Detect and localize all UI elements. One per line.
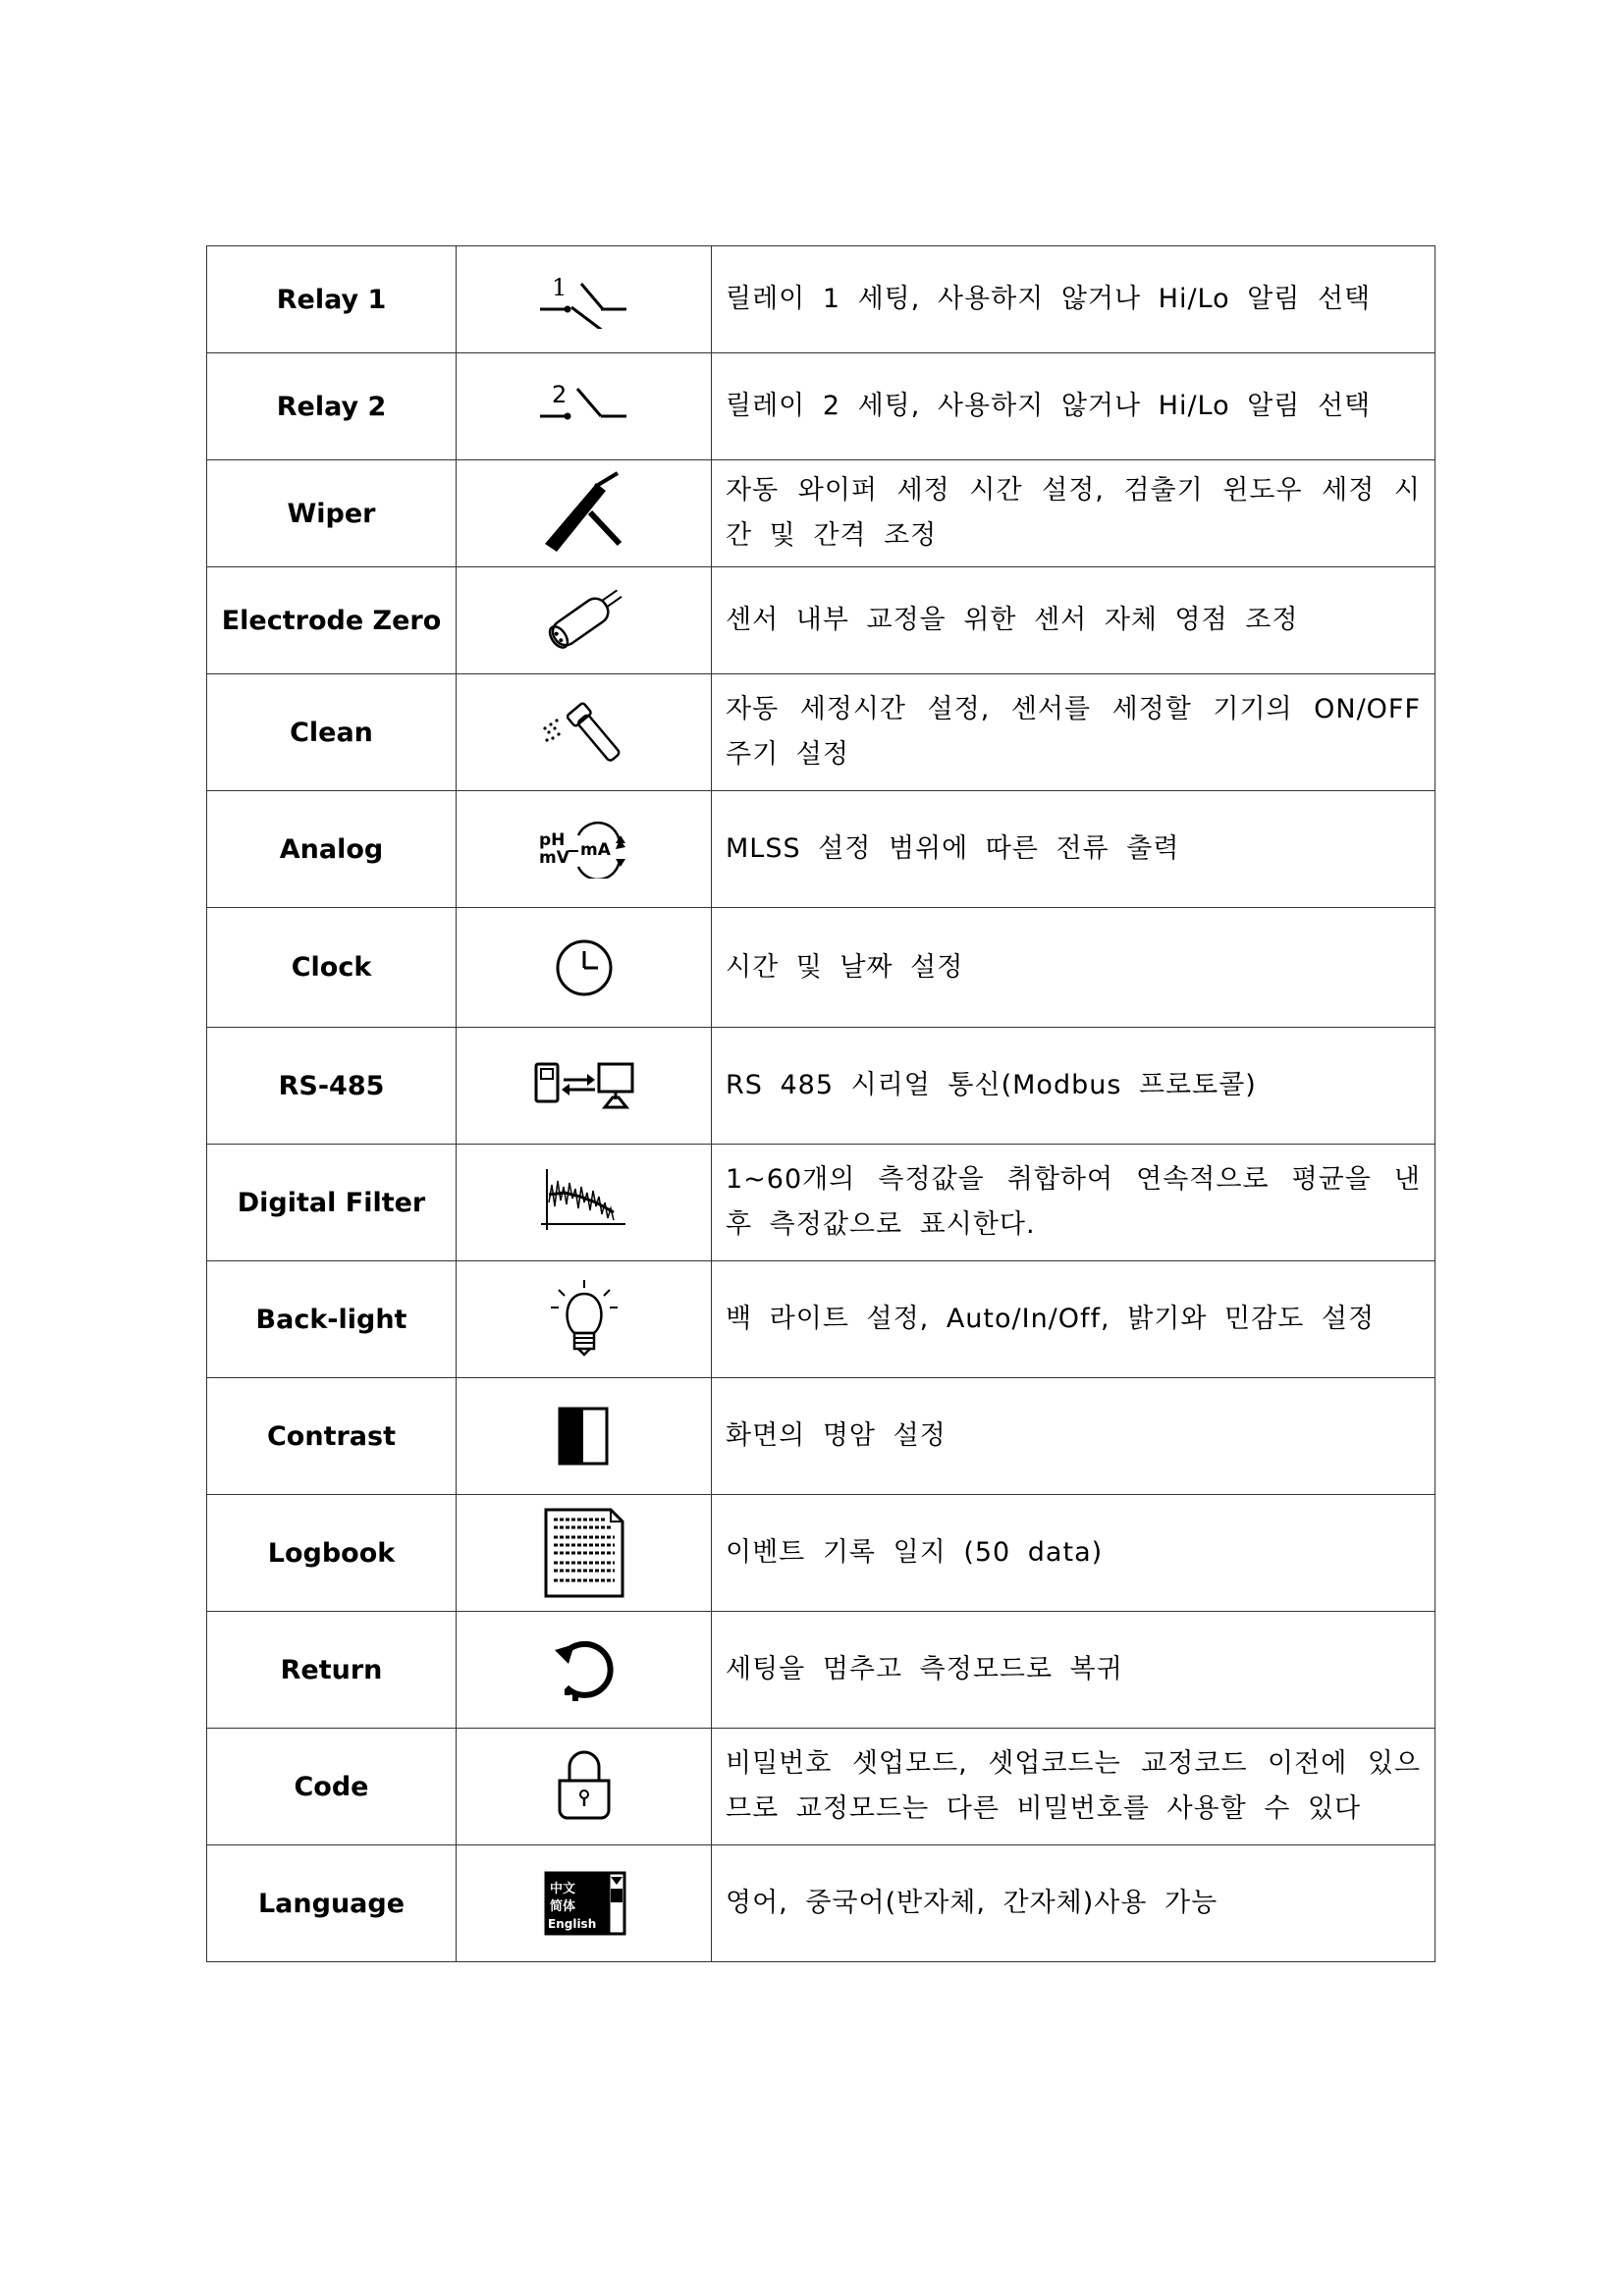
table-row	[207, 567, 1435, 674]
setting-name: Contrast	[207, 1378, 457, 1495]
setting-name: Digital Filter	[207, 1145, 457, 1261]
table-row	[207, 1495, 1435, 1612]
return-icon	[457, 1612, 712, 1729]
setting-description: 영어, 중국어(반자체, 간자체)사용 가능	[712, 1845, 1435, 1962]
table-row	[207, 353, 1435, 460]
setting-name: Electrode Zero	[207, 567, 457, 674]
table-row	[207, 674, 1435, 791]
table-row	[207, 791, 1435, 908]
table-row	[207, 1261, 1435, 1378]
relay-number: 1	[551, 274, 567, 301]
electrode-sensor-icon	[457, 567, 712, 674]
cleaning-spray-icon	[457, 674, 712, 791]
svg-text:中文: 中文	[549, 1882, 575, 1896]
relay-number: 2	[551, 381, 567, 408]
setting-description: 시간 및 날짜 설정	[712, 908, 1435, 1028]
setting-name: Logbook	[207, 1495, 457, 1612]
analog-output-icon	[457, 791, 712, 908]
setting-name: Language	[207, 1845, 457, 1962]
setting-description: 릴레이 2 세팅, 사용하지 않거나 Hi/Lo 알림 선택	[712, 353, 1435, 460]
settings-menu-table	[206, 245, 1435, 1962]
setting-name: Relay 2	[207, 353, 457, 460]
setting-name: Relay 1	[207, 246, 457, 353]
setting-description: 자동 세정시간 설정, 센서를 세정할 기기의 ON/OFF 주기 설정	[712, 674, 1435, 791]
table-row	[207, 1729, 1435, 1845]
relay-1-icon	[457, 246, 712, 353]
setting-name: Clean	[207, 674, 457, 791]
logbook-icon	[457, 1495, 712, 1612]
relay-2-icon	[457, 353, 712, 460]
setting-name: RS-485	[207, 1028, 457, 1145]
setting-description: 1~60개의 측정값을 취합하여 연속적으로 평균을 낸 후 측정값으로 표시한다.	[712, 1145, 1435, 1261]
digital-filter-icon	[457, 1145, 712, 1261]
light-bulb-icon	[457, 1261, 712, 1378]
table-row	[207, 1028, 1435, 1145]
contrast-icon	[457, 1378, 712, 1495]
setting-name: Wiper	[207, 460, 457, 567]
setting-description: RS 485 시리얼 통신(Modbus 프로토콜)	[712, 1028, 1435, 1145]
setting-description: 센서 내부 교정을 위한 센서 자체 영점 조정	[712, 567, 1435, 674]
setting-description: 세팅을 멈추고 측정모드로 복귀	[712, 1612, 1435, 1729]
table-row	[207, 908, 1435, 1028]
serial-communication-icon	[457, 1028, 712, 1145]
setting-description: 비밀번호 셋업모드, 셋업코드는 교정코드 이전에 있으므로 교정모드는 다른 비밀번호를 사용할 수 있다	[712, 1729, 1435, 1845]
setting-name: Analog	[207, 791, 457, 908]
table-row	[207, 246, 1435, 353]
wiper-icon	[457, 460, 712, 567]
table-row	[207, 1378, 1435, 1495]
setting-name: Code	[207, 1729, 457, 1845]
svg-text:pH: pH	[538, 830, 565, 850]
clock-icon	[457, 908, 712, 1028]
language-menu-icon	[457, 1845, 712, 1962]
svg-text:English: English	[547, 1917, 596, 1931]
setting-name: Clock	[207, 908, 457, 1028]
table-row	[207, 1845, 1435, 1962]
setting-description: 자동 와이퍼 세정 시간 설정, 검출기 윈도우 세정 시간 및 간격 조정	[712, 460, 1435, 567]
setting-name: Return	[207, 1612, 457, 1729]
table-row	[207, 1145, 1435, 1261]
setting-name: Back-light	[207, 1261, 457, 1378]
table-row	[207, 460, 1435, 567]
svg-text:简体: 简体	[549, 1899, 575, 1914]
setting-description: MLSS 설정 범위에 따른 전류 출력	[712, 791, 1435, 908]
setting-description: 릴레이 1 세팅, 사용하지 않거나 Hi/Lo 알림 선택	[712, 246, 1435, 353]
svg-text:mA: mA	[579, 840, 611, 860]
setting-description: 이벤트 기록 일지 (50 data)	[712, 1495, 1435, 1612]
setting-description: 백 라이트 설정, Auto/In/Off, 밝기와 민감도 설정	[712, 1261, 1435, 1378]
table-row	[207, 1612, 1435, 1729]
padlock-icon	[457, 1729, 712, 1845]
svg-text:mV: mV	[538, 848, 569, 868]
setting-description: 화면의 명암 설정	[712, 1378, 1435, 1495]
